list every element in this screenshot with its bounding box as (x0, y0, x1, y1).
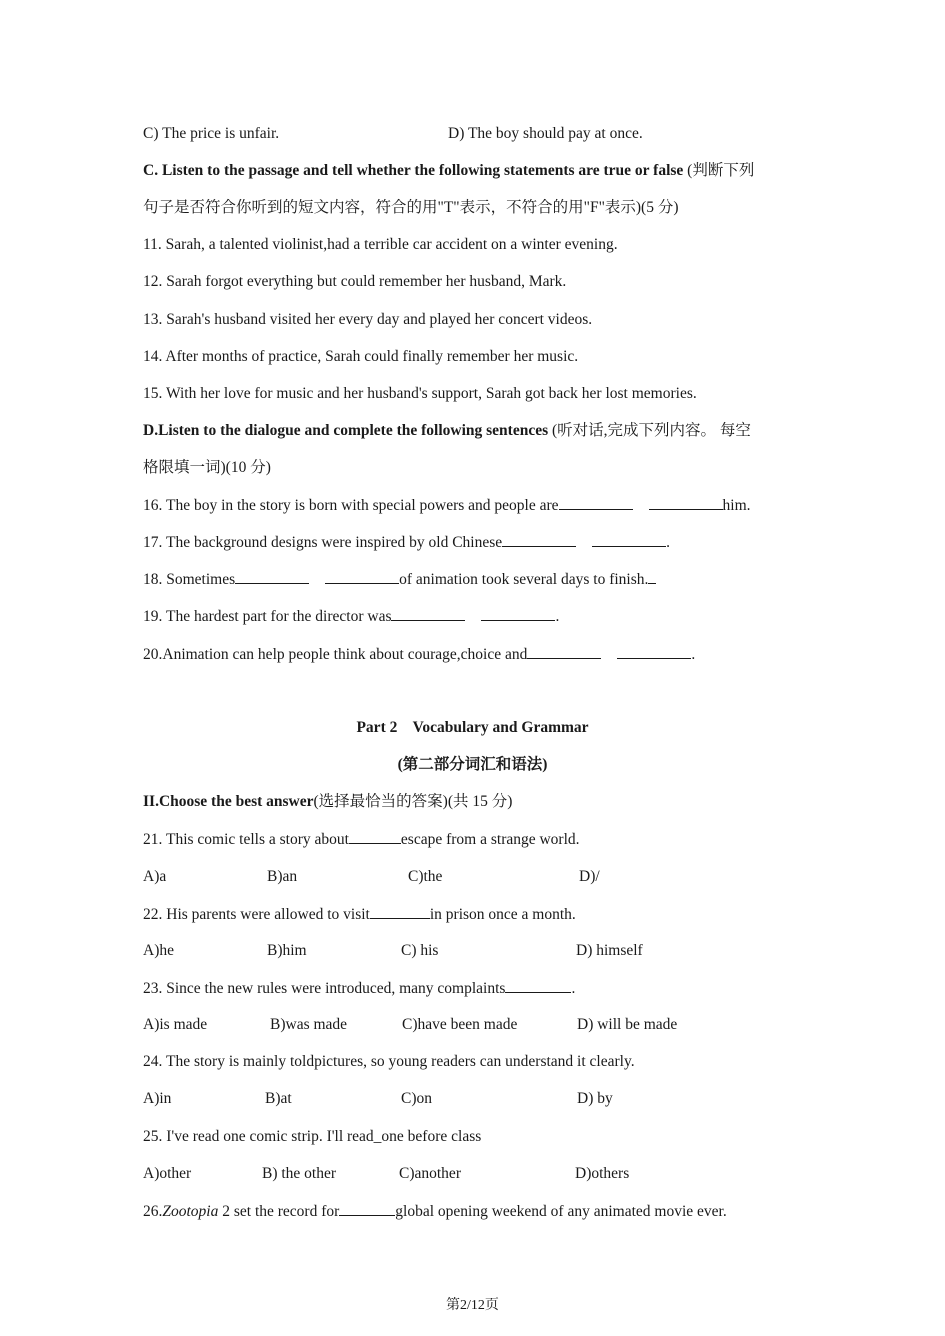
option-d: D) The boy should pay at once. (448, 125, 643, 142)
question-23-end: . (571, 980, 576, 997)
section-c-heading (143, 161, 754, 181)
option-c: C) The price is unfair. (143, 125, 280, 142)
question-17-text: 17. The background designs were inspired by old Chinese (143, 534, 503, 551)
q25-option-b[interactable]: B) the other (262, 1165, 337, 1182)
section-d-heading-cn: (听对话,完成下列内容。 每空 (548, 422, 751, 439)
q21-option-d[interactable]: D)/ (579, 868, 600, 885)
answer-blank[interactable] (325, 569, 399, 584)
question-20-text: 20.Animation can help people think about courage,choice and (143, 646, 528, 663)
question-24: 24. The story is mainly toldpictures, so young readers can understand it clearly. (143, 1053, 635, 1070)
question-26-text: 2 set the record for (218, 1203, 340, 1220)
section-ii-heading-en: II.Choose the best answer (143, 793, 314, 810)
q23-option-a[interactable]: A)is made (143, 1016, 208, 1033)
question-19 (143, 606, 559, 627)
statement-13: 13. Sarah's husband visited her every day and played her concert videos. (143, 311, 593, 328)
question-22-text: 22. His parents were allowed to visit (143, 906, 370, 923)
answer-blank[interactable] (339, 1201, 395, 1216)
q25-option-a[interactable]: A)other (143, 1165, 192, 1182)
question-18-text: 18. Sometimes (143, 571, 236, 588)
q22-option-b[interactable]: B)him (267, 942, 307, 959)
question-19-end: . (555, 608, 560, 625)
statement-15: 15. With her love for music and her husband's support, Sarah got back her lost memories. (143, 385, 697, 402)
question-22 (143, 904, 576, 925)
statement-11: 11. Sarah, a talented violinist,had a terrible car accident on a winter evening. (143, 236, 618, 253)
trailing-underline (648, 569, 656, 584)
answer-blank[interactable] (481, 606, 555, 621)
question-17 (143, 532, 670, 553)
section-c-heading-cn: (判断下列 (683, 162, 755, 179)
section-c-heading-en: C. Listen to the passage and tell whether the following statements are true or false (143, 162, 684, 179)
question-18 (143, 569, 656, 590)
answer-blank[interactable] (592, 532, 666, 547)
answer-blank[interactable] (349, 829, 401, 844)
q23-option-d[interactable]: D) will be made (577, 1016, 678, 1033)
answer-blank[interactable] (235, 569, 309, 584)
section-d-heading-cont: 格限填一词)(10 分) (143, 459, 271, 476)
q21-option-c[interactable]: C)the (408, 868, 443, 885)
question-19-text: 19. The hardest part for the director was (143, 608, 392, 625)
answer-blank[interactable] (527, 644, 601, 659)
q22-option-d[interactable]: D) himself (576, 942, 643, 959)
question-21-text: 21. This comic tells a story about (143, 831, 349, 848)
question-26 (143, 1201, 727, 1222)
q23-option-c[interactable]: C)have been made (402, 1016, 518, 1033)
question-21 (143, 829, 580, 850)
question-16 (143, 495, 751, 516)
question-23-text: 23. Since the new rules were introduced, many complaints (143, 980, 506, 997)
question-22-end: in prison once a month. (429, 906, 576, 923)
question-16-end: him. (722, 497, 751, 514)
q22-option-c[interactable]: C) his (401, 942, 439, 959)
question-23 (143, 978, 575, 999)
section-ii-heading-cn: (选择最恰当的答案)(共 15 分) (313, 793, 513, 810)
question-21-end: escape from a strange world. (400, 831, 580, 848)
answer-blank[interactable] (370, 904, 430, 919)
q22-option-a[interactable]: A)he (143, 942, 174, 959)
part-2-title: Part 2 Vocabulary and Grammar (356, 719, 589, 736)
answer-blank[interactable] (617, 644, 691, 659)
part-2-subtitle: (第二部分词汇和语法) (397, 756, 548, 773)
answer-blank[interactable] (502, 532, 576, 547)
answer-blank[interactable] (559, 495, 633, 510)
question-26-number: 26. (143, 1203, 163, 1220)
q21-option-a[interactable]: A)a (143, 868, 167, 885)
q24-option-d[interactable]: D) by (577, 1090, 613, 1107)
statement-14: 14. After months of practice, Sarah could finally remember her music. (143, 348, 579, 365)
question-26-end: global opening weekend of any animated movie ever. (395, 1203, 727, 1220)
section-d-heading-en: D.Listen to the dialogue and complete the following sentences (143, 422, 549, 439)
answer-blank[interactable] (391, 606, 465, 621)
question-25: 25. I've read one comic strip. I'll read_one before class (143, 1128, 482, 1145)
section-d-heading (143, 421, 751, 441)
question-16-text: 16. The boy in the story is born with special powers and people are (143, 497, 559, 514)
section-ii-heading (143, 792, 512, 812)
q24-option-b[interactable]: B)at (265, 1090, 292, 1107)
section-c-heading-cont: 句子是否符合你听到的短文内容，符合的用"T"表示，不符合的用"F"表示)(5 分) (143, 199, 679, 216)
answer-blank[interactable] (649, 495, 723, 510)
q24-option-c[interactable]: C)on (401, 1090, 432, 1107)
statement-12: 12. Sarah forgot everything but could remember her husband, Mark. (143, 273, 567, 290)
q23-option-b[interactable]: B)was made (270, 1016, 348, 1033)
answer-blank[interactable] (505, 978, 571, 993)
q25-option-c[interactable]: C)another (399, 1165, 461, 1182)
q24-option-a[interactable]: A)in (143, 1090, 172, 1107)
q25-option-d[interactable]: D)others (575, 1165, 630, 1182)
q21-option-b[interactable]: B)an (267, 868, 298, 885)
question-18-end: of animation took several days to finish. (399, 571, 649, 588)
page-number: 第2/12页 (446, 1298, 499, 1313)
question-20 (143, 644, 695, 665)
question-20-end: . (691, 646, 696, 663)
movie-title: Zootopia (162, 1203, 219, 1220)
question-17-end: . (666, 534, 671, 551)
